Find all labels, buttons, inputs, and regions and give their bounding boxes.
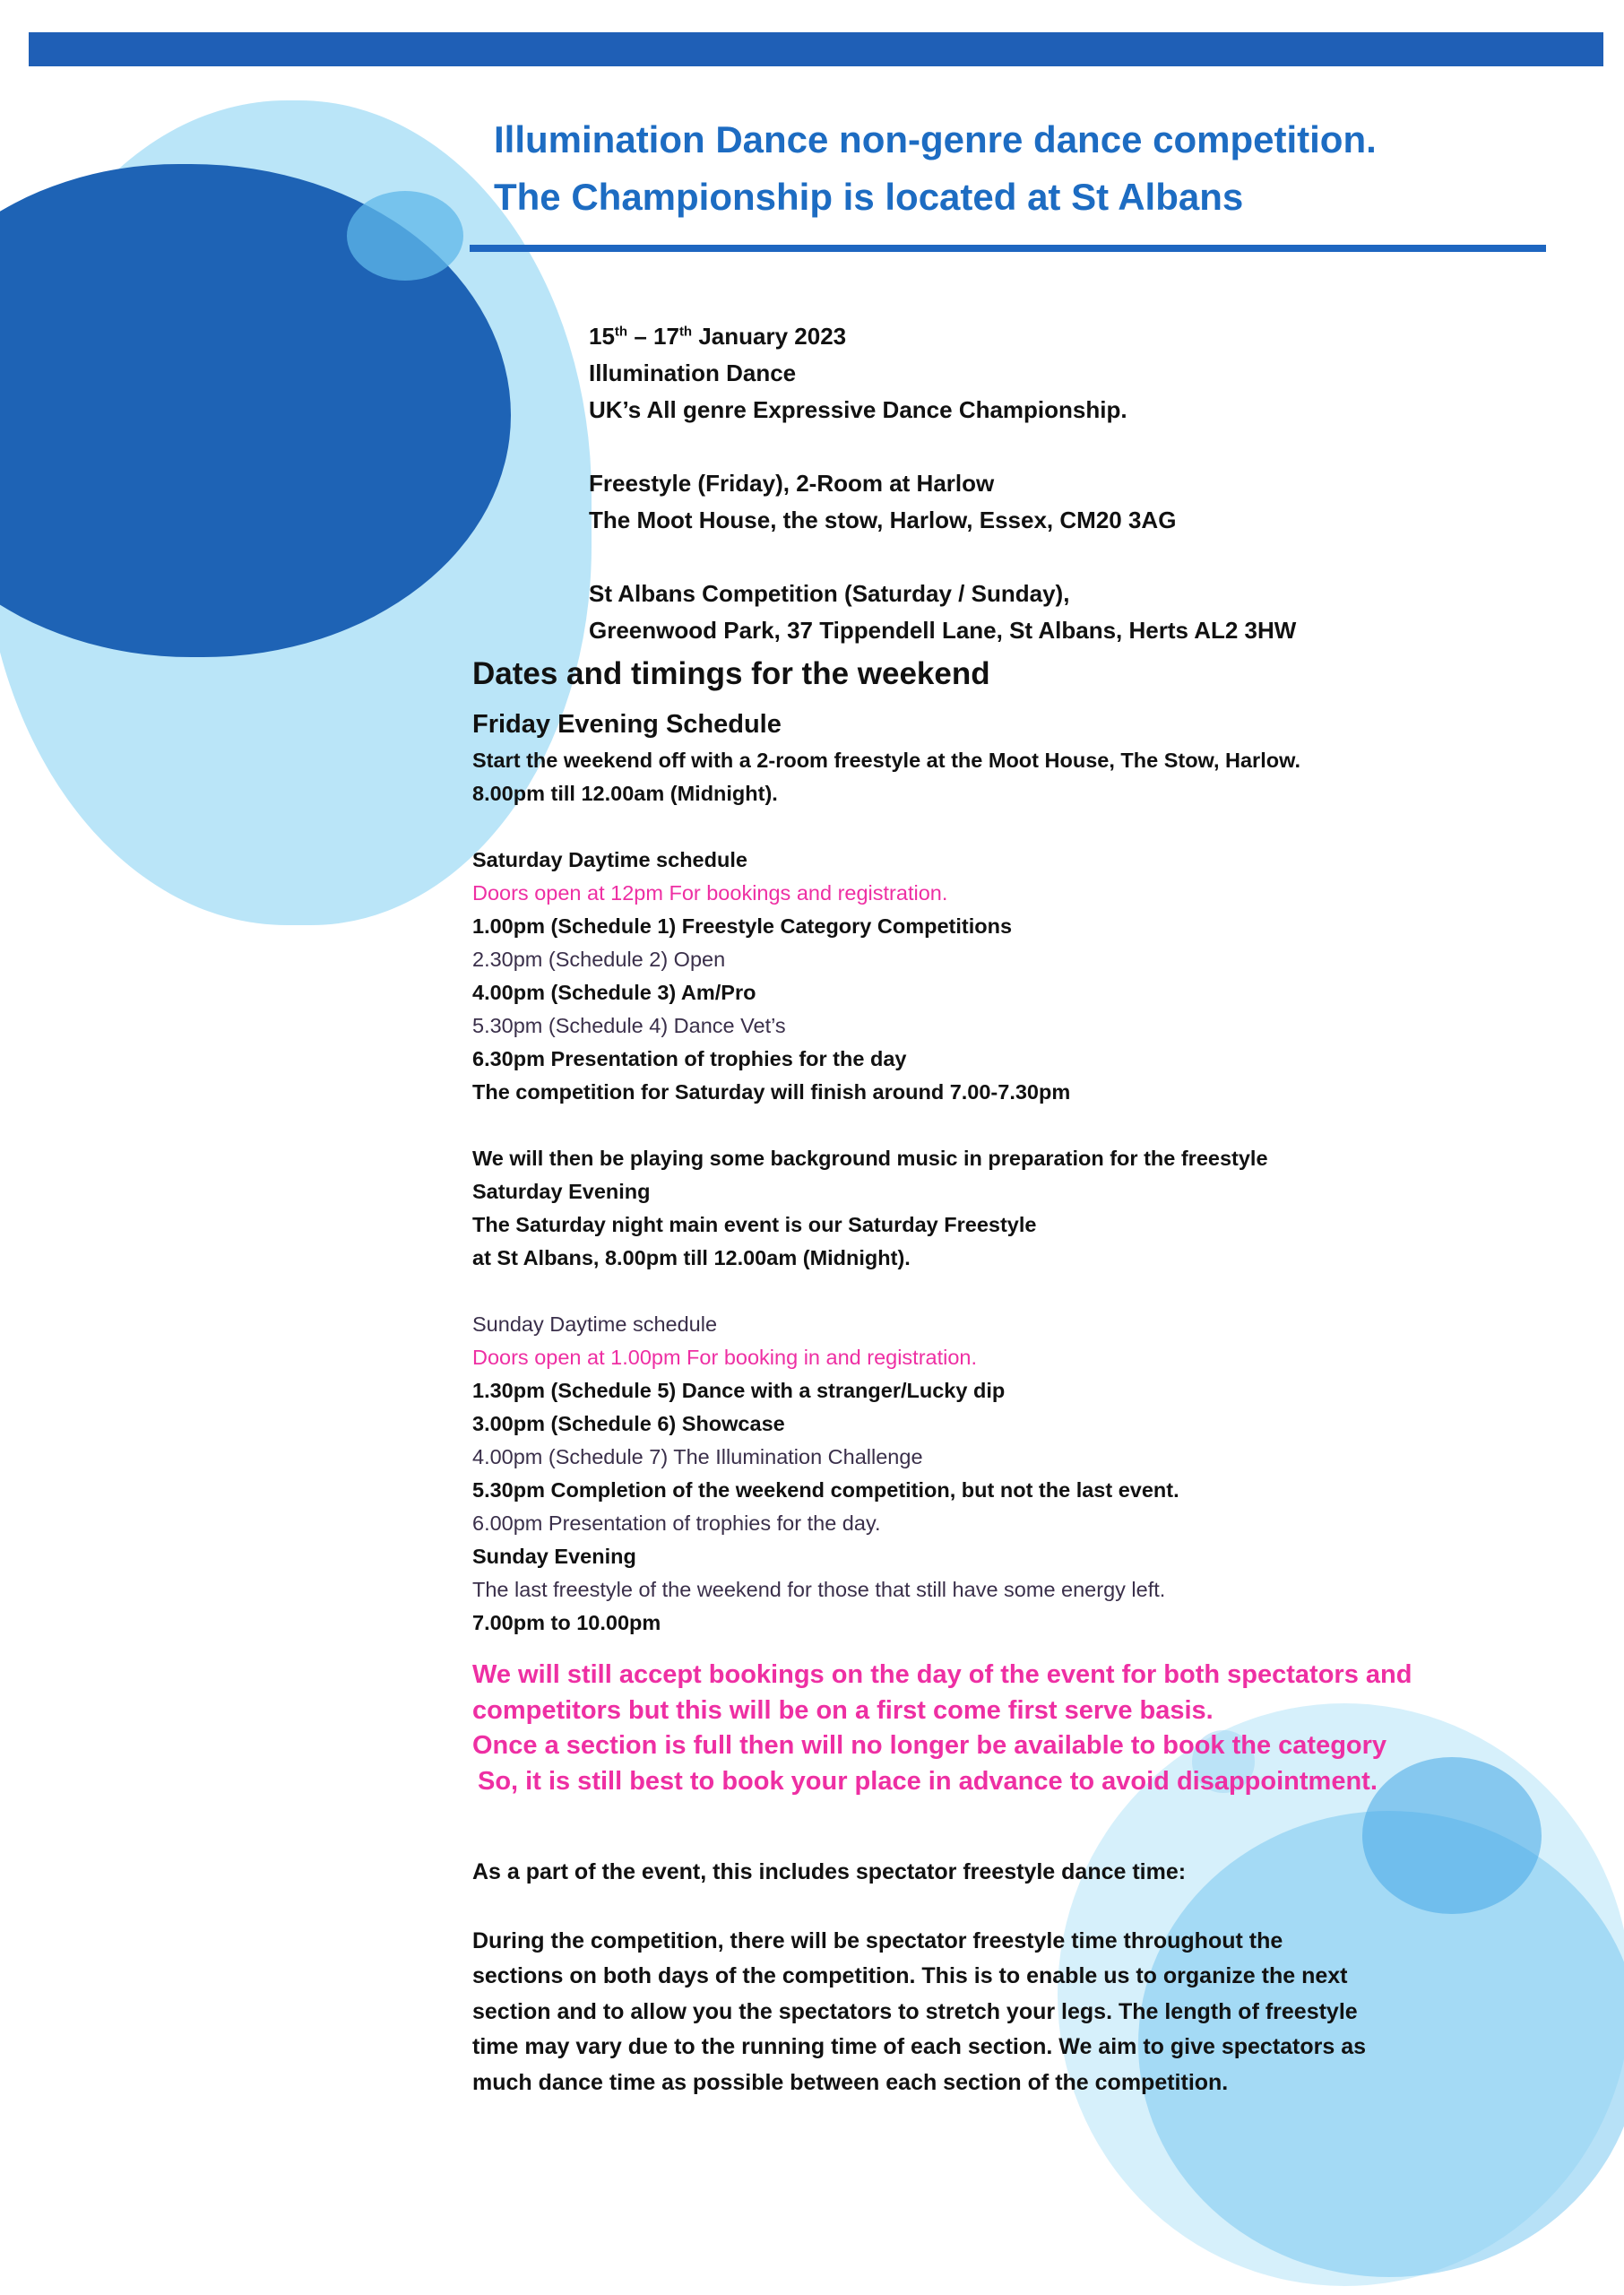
schedule-section [472,651,1566,2100]
saturday-evening-line: at St Albans, 8.00pm till 12.00am (Midnight). [472,1246,911,1269]
friday-venue-title: Freestyle (Friday), 2-Room at Harlow [589,470,995,497]
spectator-paragraph: During the competition, there will be spectator freestyle time throughout the sections on both days of the competition. This is to enable us to organize the next section and to allow you the spectators to stretch your legs. The length of freestyle time may vary due to the running time of each section. We aim to give spectators as much dance time as possible between each section of the competition. [472,1927,1367,2095]
organiser-name: Illumination Dance [589,359,797,386]
event-dates: 15th – 17th January 2023 [589,323,847,350]
saturday-item: 2.30pm (Schedule 2) Open [472,948,726,971]
saturday-item: The competition for Saturday will finish around 7.00-7.30pm [472,1080,1071,1104]
sunday-item: 1.30pm (Schedule 5) Dance with a stranger/Lucky dip [472,1379,1006,1402]
sunday-item: 6.00pm Presentation of trophies for the day. [472,1511,881,1535]
title-line-2: The Championship is located at St Albans [494,176,1244,218]
sunday-day-heading: Sunday Daytime schedule [472,1312,718,1336]
document-title [494,111,1569,226]
saturday-doors-notice: Doors open at 12pm For bookings and registration. [472,881,948,905]
saturday-item: 6.30pm Presentation of trophies for the day [472,1047,907,1070]
notice-line: We will still accept bookings on the day of the event for both spectators and [472,1660,1412,1689]
decorative-small-circle-left [347,191,463,281]
schedule-heading: Dates and timings for the weekend [472,656,990,691]
sunday-evening-heading: Sunday Evening [472,1545,636,1568]
sunday-evening-line: The last freestyle of the weekend for those that still have some energy left. [472,1578,1166,1601]
sunday-item: 5.30pm Completion of the weekend competition, but not the last event. [472,1478,1179,1502]
sunday-evening-line: 7.00pm to 10.00pm [472,1611,661,1634]
notice-line: So, it is still best to book your place in advance to avoid disappointment. [478,1766,1378,1796]
sunday-item: 3.00pm (Schedule 6) Showcase [472,1412,785,1435]
friday-line: 8.00pm till 12.00am (Midnight). [472,782,778,805]
weekend-venue-address: Greenwood Park, 37 Tippendell Lane, St Albans, Herts AL2 3HW [589,617,1297,644]
friday-heading: Friday Evening Schedule [472,710,782,739]
sunday-doors-notice: Doors open at 1.00pm For booking in and registration. [472,1346,978,1369]
saturday-evening-intro: We will then be playing some background music in preparation for the freestyle [472,1147,1268,1170]
spectator-heading: As a part of the event, this includes spectator freestyle dance time: [472,1859,1187,1884]
saturday-evening-line: The Saturday night main event is our Saturday Freestyle [472,1213,1037,1236]
saturday-day-heading: Saturday Daytime schedule [472,848,747,871]
weekend-venue-title: St Albans Competition (Saturday / Sunday), [589,580,1070,607]
friday-line: Start the weekend off with a 2-room freestyle at the Moot House, The Stow, Harlow. [472,749,1301,772]
friday-venue-address: The Moot House, the stow, Harlow, Essex, CM20 3AG [589,507,1177,533]
event-details [589,318,1575,649]
booking-notice [472,1658,1566,1799]
top-banner-bar [29,32,1603,66]
title-divider [470,245,1546,252]
notice-line: Once a section is full then will no longer be available to book the category [472,1731,1387,1760]
event-tagline: UK’s All genre Expressive Dance Championship. [589,396,1127,423]
saturday-item: 4.00pm (Schedule 3) Am/Pro [472,981,756,1004]
saturday-evening-heading: Saturday Evening [472,1180,651,1203]
sunday-item: 4.00pm (Schedule 7) The Illumination Challenge [472,1445,923,1468]
notice-line: competitors but this will be on a first come first serve basis. [472,1695,1214,1725]
title-line-1: Illumination Dance non-genre dance competition. [494,118,1377,160]
saturday-item: 1.00pm (Schedule 1) Freestyle Category Competitions [472,914,1013,938]
saturday-item: 5.30pm (Schedule 4) Dance Vet’s [472,1014,786,1037]
